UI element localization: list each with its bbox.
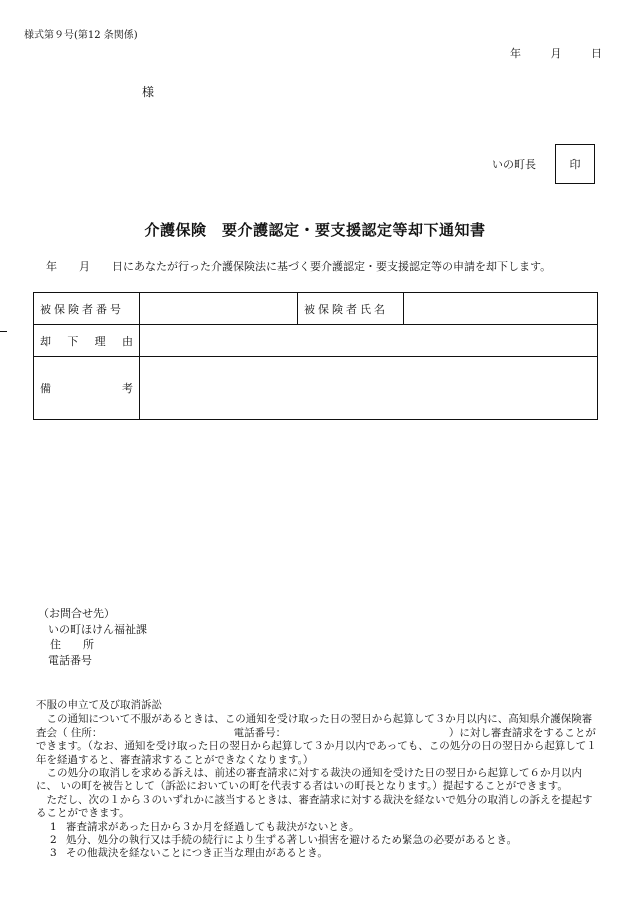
issuer-name: いの町長 — [492, 158, 536, 171]
contact-phone-label: 電話番号 — [48, 653, 92, 667]
appeal-list-item: 2 処分、処分の執行又は手続の続行により生ずる著しい損害を避けるため緊急の必要があるとき。 — [50, 834, 518, 847]
form-number: 様式第９号(第12 条関係) — [24, 30, 138, 41]
contact-department: いの町ほけん福祉課 — [48, 622, 147, 636]
contact-block — [38, 606, 147, 668]
intro-body: 日にあなたが行った介護保険法に基づく要介護認定・要支援認定等の申請を却下します。 — [112, 260, 552, 273]
contact-address-label: 住 所 — [50, 638, 94, 651]
addressee-suffix: 様 — [142, 85, 155, 99]
date-day: 日 — [591, 47, 602, 60]
table-row — [34, 325, 598, 357]
appeal-paragraph: この処分の取消しを求める訴えは、前述の審査請求に対する裁決の通知を受けた日の翌日から起算して６か月以内に、 いの町を被告として（訴訟においていの町を代表する者はいの町長となります。）提起することができます。 — [36, 767, 582, 793]
margin-mark — [0, 331, 7, 332]
seal-label: 印 — [569, 158, 581, 171]
appeal-list-item: 1 審査請求があった日から３か月を経過しても裁決がないとき。 — [50, 820, 360, 833]
date-month: 月 — [550, 47, 562, 60]
appeal-heading: 不服の申立て及び取消訴訟 — [36, 699, 162, 711]
remarks-label: 備 考 — [34, 357, 140, 420]
reason-label: 却 下 理 由 — [34, 325, 140, 357]
seal-box — [555, 144, 595, 184]
intro-text — [46, 258, 551, 274]
notice-table — [33, 292, 598, 420]
intro-month: 月 — [79, 260, 90, 273]
insured-name-value[interactable] — [404, 293, 598, 325]
insured-number-value[interactable] — [140, 293, 298, 325]
document-title: 介護保険 要介護認定・要支援認定等却下通知書 — [144, 221, 486, 239]
insured-name-label: 被保険者氏名 — [298, 293, 404, 325]
appeal-paragraph: この通知について不服があるときは、この通知を受け取った日の翌日から起算して３か月以内に、高知県介護保険審査会（ 住所： 電話番号： ）に対し審査請求をすることができます。（なお、通知を受け取った日の翌日から起算して３か月以内であっても、この処分の日の翌日から起算して１年を経過すると、審査請求することができなくなります。） — [36, 713, 597, 766]
appeal-section — [36, 699, 602, 861]
intro-year: 年 — [46, 260, 57, 273]
reason-value[interactable] — [140, 325, 598, 357]
appeal-list-item: 3 その他裁決を経ないことにつき正当な理由があるとき。 — [50, 847, 328, 860]
contact-header: （お問合せ先） — [38, 607, 115, 620]
appeal-paragraph: ただし、次の１から３のいずれかに該当するときは、審査請求に対する裁決を経ないで処分の取消しの訴えを提起することができます。 — [36, 793, 593, 820]
date-field — [492, 45, 602, 61]
remarks-value[interactable] — [140, 357, 598, 420]
table-row — [34, 293, 598, 325]
table-row — [34, 357, 598, 420]
insured-number-label: 被保険者番号 — [34, 293, 140, 325]
date-year: 年 — [510, 47, 521, 60]
